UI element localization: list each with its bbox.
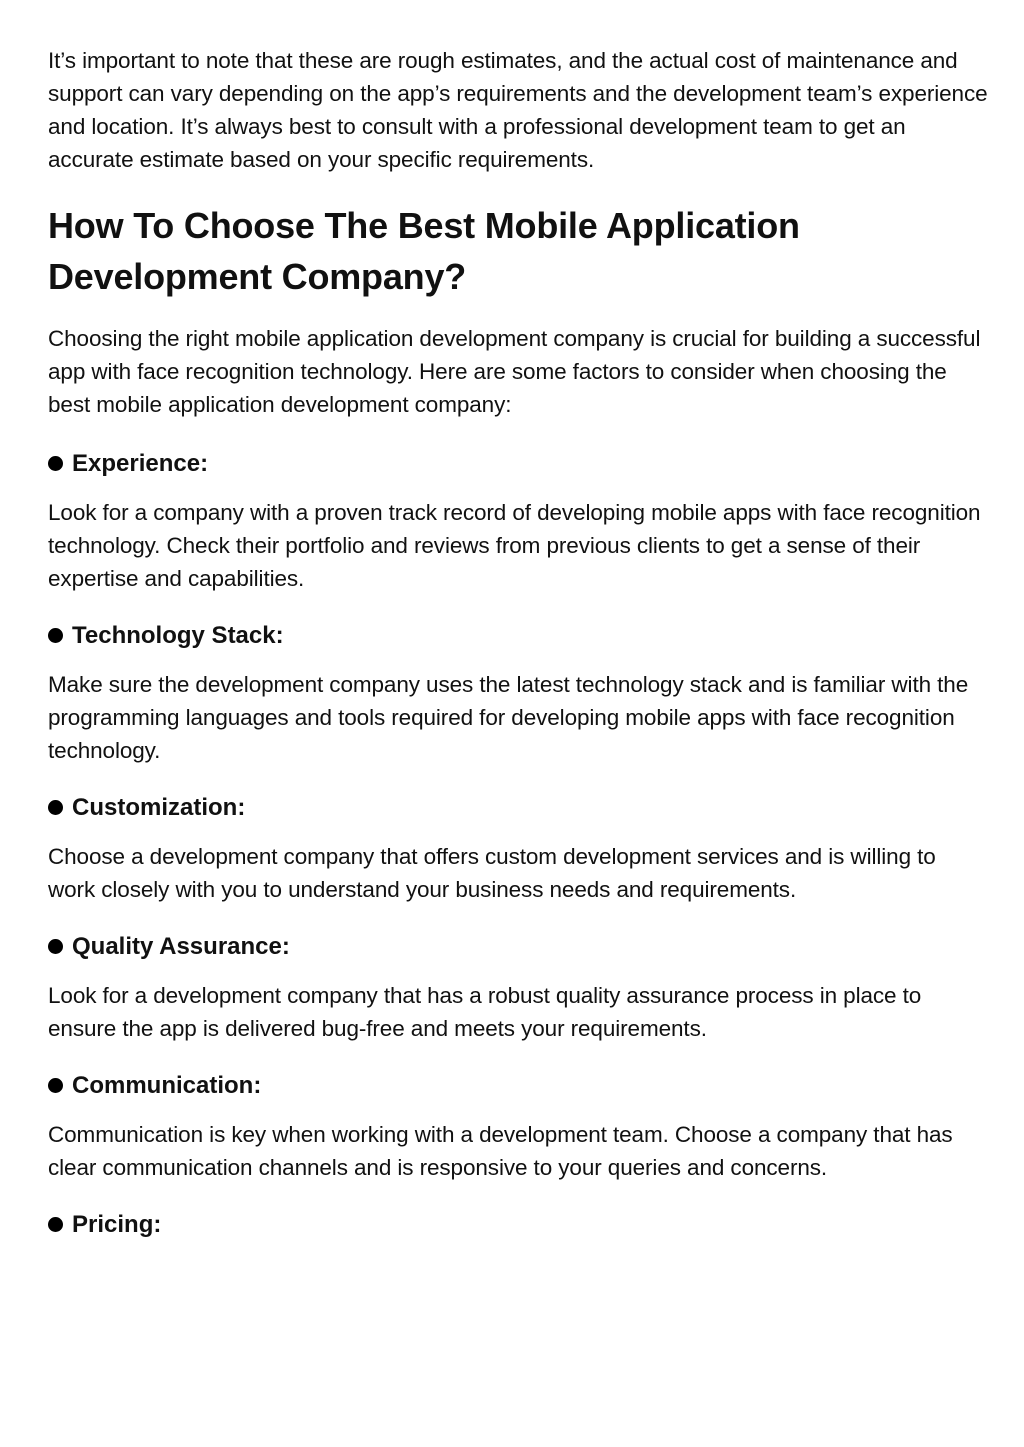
bullet-icon [48,1078,63,1093]
section-heading-main: How To Choose The Best Mobile Application Development Company? [48,205,800,297]
factor-experience [48,447,988,595]
factor-body: Communication is key when working with a development team. Choose a company that has clear communication channels and is responsive to your queries and concerns. [48,1122,953,1180]
factor-title: Technology Stack: [72,622,284,649]
factor-body: Make sure the development company uses the latest technology stack and is familiar with the programming languages and tools required for developing mobile apps with face recognition technology. [48,672,969,763]
lead-paragraph: Choosing the right mobile application development company is crucial for building a successful app with face recognition technology. Here are some factors to consider when choosing the best mobile application development company: [48,326,981,417]
bullet-icon [48,456,63,471]
bullet-icon [48,1217,63,1232]
factor-quality-assurance [48,930,988,1045]
factor-body: Look for a company with a proven track record of developing mobile apps with face recognition technology. Check their portfolio and reviews from previous clients to get a sense of their expertise and capabilities. [48,500,981,591]
factor-title: Customization: [72,794,246,821]
factor-pricing [48,1208,988,1241]
factor-title: Communication: [72,1072,262,1099]
factor-title: Quality Assurance: [72,933,290,960]
bullet-icon [48,800,63,815]
factor-technology-stack [48,619,988,767]
bullet-icon [48,939,63,954]
intro-paragraph: It’s important to note that these are rough estimates, and the actual cost of maintenance and support can vary depending on the app’s requirements and the development team’s experience and location. It’s always best to consult with a professional development team to get an accurate estimate based on your specific requirements. [48,48,988,172]
factor-body: Look for a development company that has a robust quality assurance process in place to ensure the app is delivered bug-free and meets your requirements. [48,983,922,1041]
factor-customization [48,791,988,906]
bullet-icon [48,628,63,643]
document-page [48,44,988,1257]
factor-title: Pricing: [72,1211,162,1238]
factor-body: Choose a development company that offers custom development services and is willing to work closely with you to understand your business needs and requirements. [48,844,936,902]
factor-title: Experience: [72,450,209,477]
factor-communication [48,1069,988,1184]
